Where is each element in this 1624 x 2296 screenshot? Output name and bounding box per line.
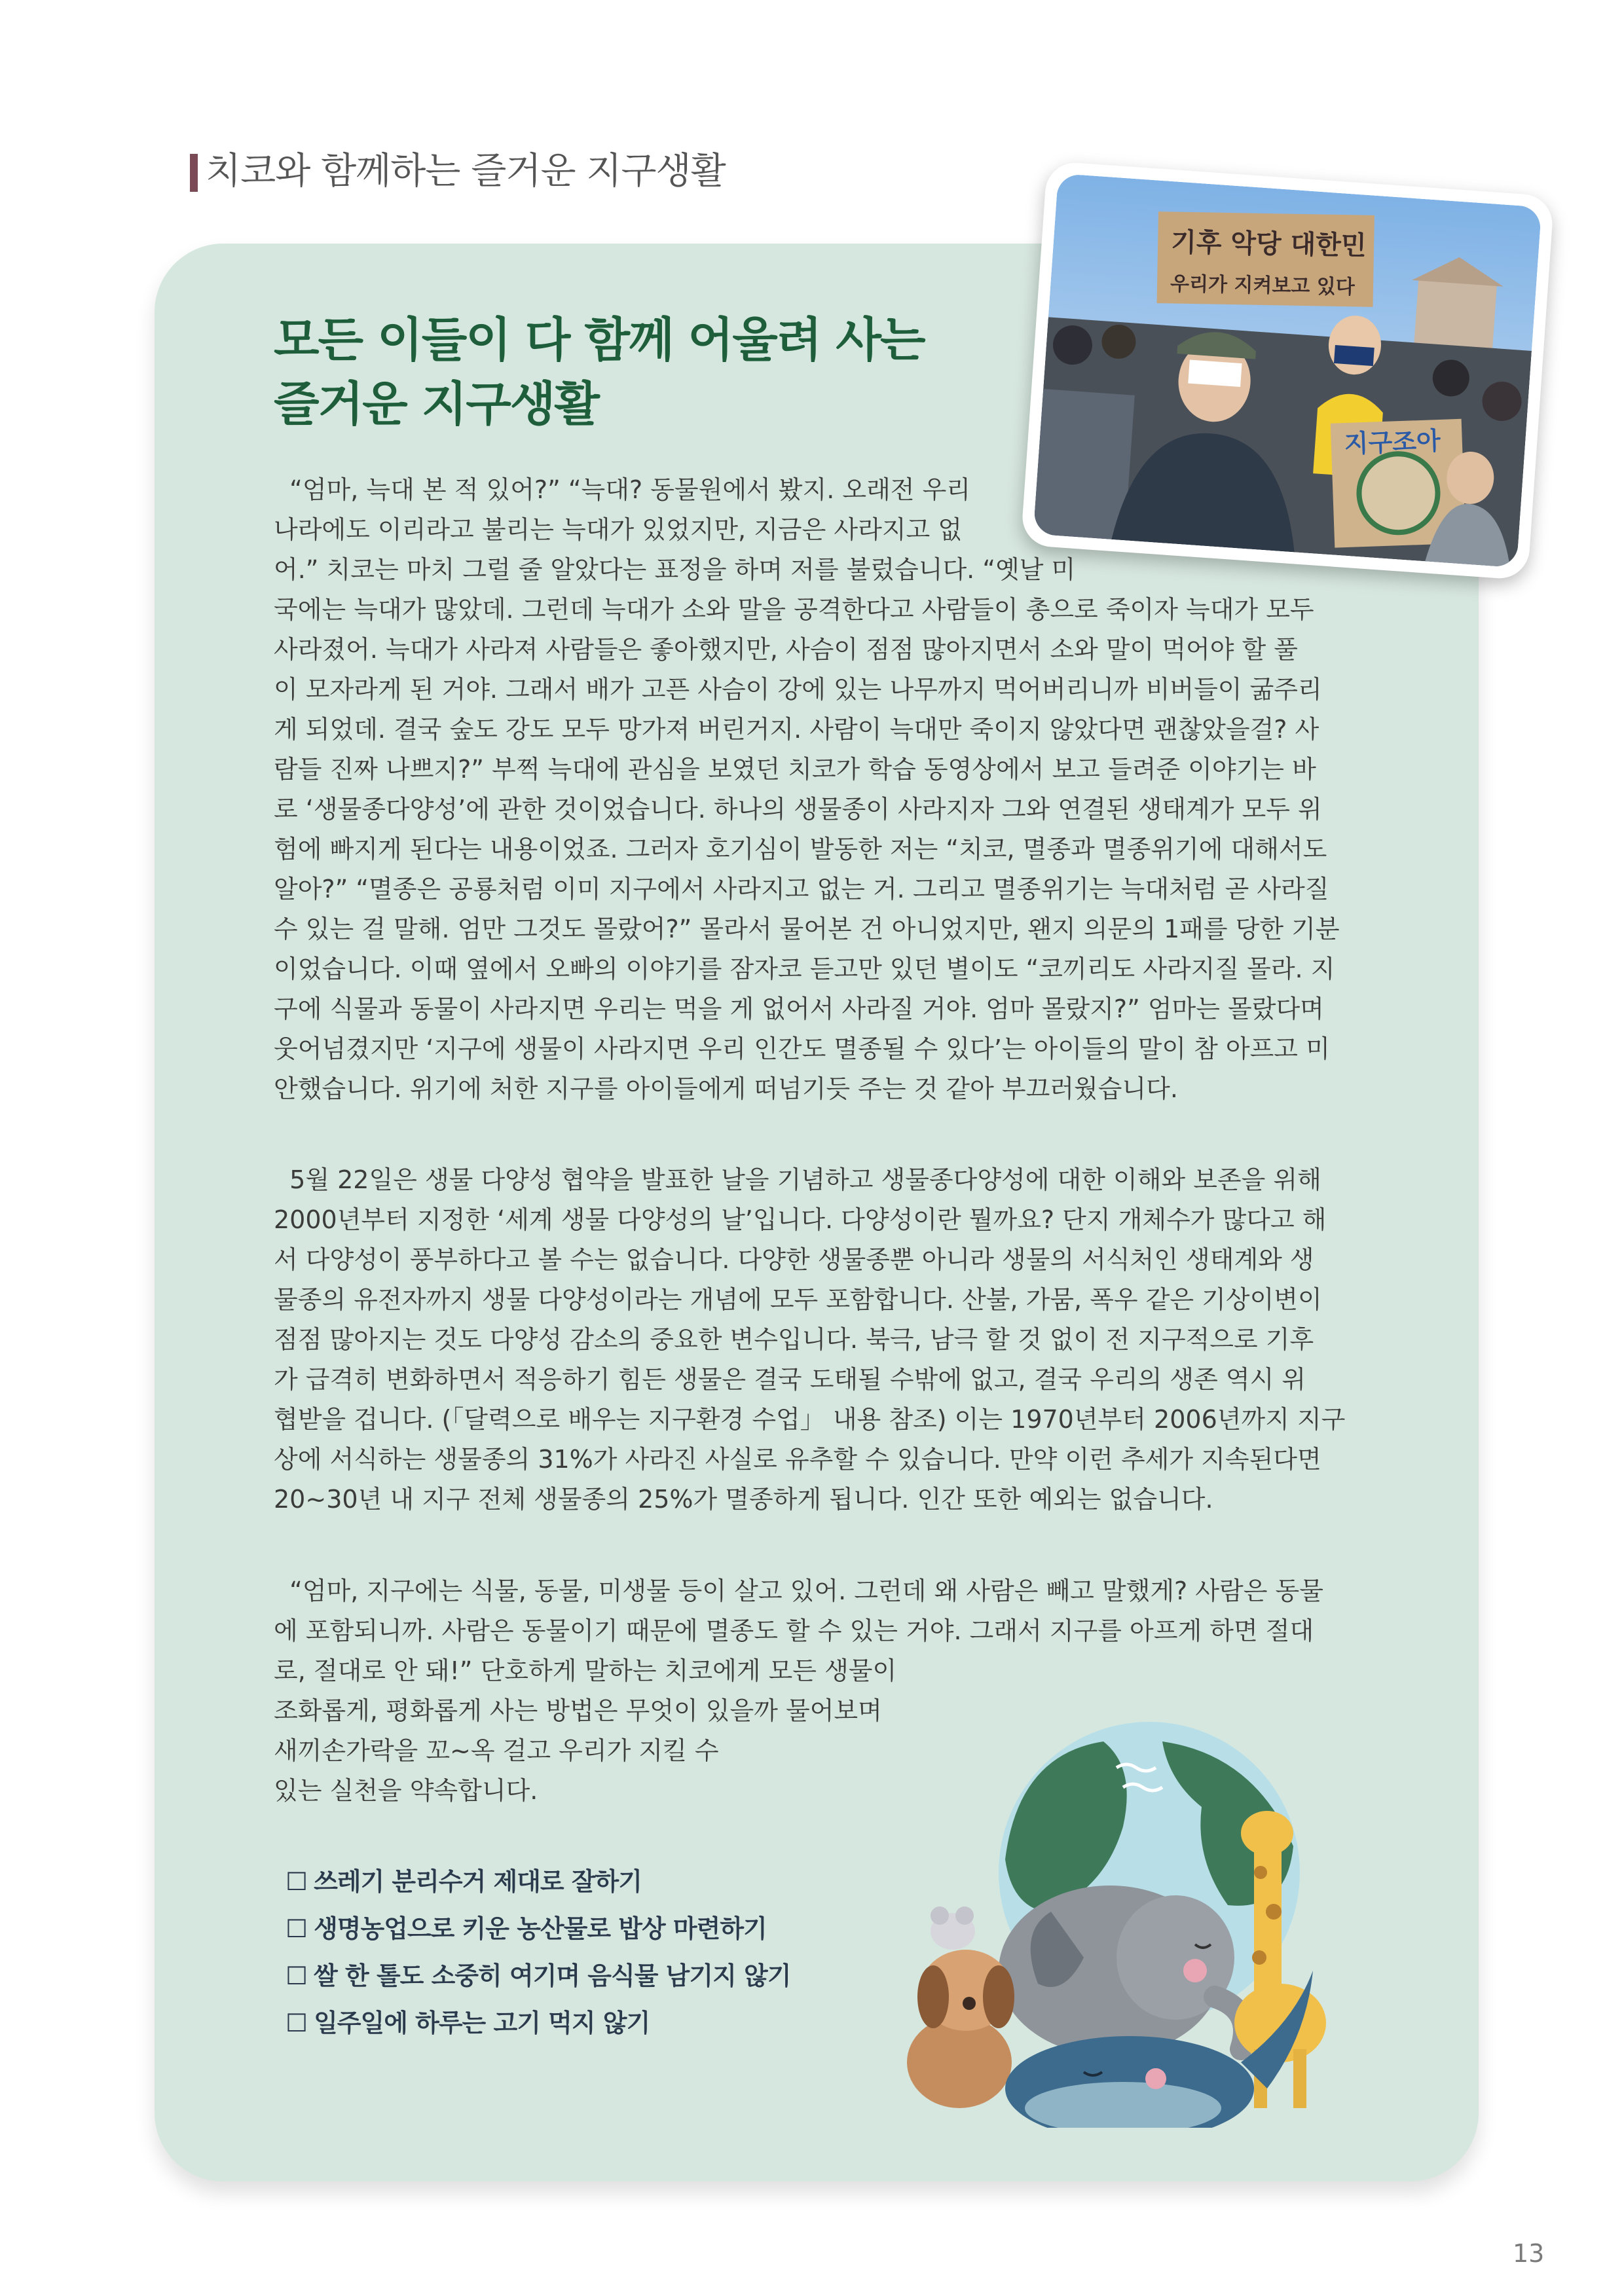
- paragraph-line: 조화롭게, 평화롭게 사는 방법은 무엇이 있을까 물어보며: [274, 1696, 882, 1725]
- paragraph-line: 수 있는 걸 말해. 엄만 그것도 몰랐어?” 몰라서 물어본 건 아니었지만, 왠지 의문의 1패를 당한 기분: [274, 915, 1340, 943]
- checklist-item[interactable]: [286, 1952, 790, 1999]
- paragraph-line: 게 되었데. 결국 숲도 강도 모두 망가져 버린거지. 사람이 늑대만 죽이지 않았다면 괜찮았을걸? 사: [274, 715, 1320, 744]
- paragraph-1: [274, 470, 1354, 1109]
- sign-text-3: 지구조아: [1344, 426, 1441, 459]
- section-title-bar: [190, 154, 198, 192]
- checklist-item[interactable]: [286, 1999, 790, 2047]
- paragraph-line: “엄마, 늑대 본 적 있어?” “늑대? 동물원에서 봤지. 오래전 우리: [274, 475, 971, 504]
- page-title: [274, 308, 1060, 436]
- checkbox-icon[interactable]: ☐: [286, 1914, 308, 1943]
- paragraph-line: 서 다양성이 풍부하다고 볼 수는 없습니다. 다양한 생물종뿐 아니라 생물의 서식처인 생태계와 생: [274, 1245, 1314, 1274]
- paragraph-line: 안했습니다. 위기에 처한 지구를 아이들에게 떠넘기듯 주는 것 같아 부끄러웠습니다.: [274, 1074, 1178, 1103]
- checklist-item-label: 일주일에 하루는 고기 먹지 않기: [314, 2009, 650, 2037]
- section-title: 치코와 함께하는 즐거운 지구생활: [206, 150, 726, 192]
- checkbox-icon[interactable]: ☐: [286, 1867, 308, 1896]
- paragraph-line: 20~30년 내 지구 전체 생물종의 25%가 멸종하게 됩니다. 인간 또한 예외는 없습니다.: [274, 1485, 1213, 1514]
- paragraph-line: 가 급격히 변화하면서 적응하기 힘든 생물은 결국 도태될 수밖에 없고, 결국 우리의 생존 역시 위: [274, 1365, 1306, 1394]
- paragraph-2: [274, 1160, 1354, 1520]
- paragraph-line: 이었습니다. 이때 옆에서 오빠의 이야기를 잠자코 듣고만 있던 별이도 “코끼리도 사라지질 몰라. 지: [274, 955, 1335, 983]
- paragraph-line: 웃어넘겼지만 ‘지구에 생물이 사라지면 우리 인간도 멸종될 수 있다’는 아이들의 말이 참 아프고 미: [274, 1034, 1330, 1063]
- paragraph-line: 이 모자라게 된 거야. 그래서 배가 고픈 사슴이 강에 있는 나무까지 먹어버리니까 비버들이 굶주리: [274, 675, 1322, 704]
- checklist-item-label: 생명농업으로 키운 농산물로 밥상 마련하기: [314, 1914, 767, 1943]
- checklist-item-label: 쓰레기 분리수거 제대로 잘하기: [314, 1867, 642, 1896]
- checklist-item[interactable]: [286, 1905, 790, 1952]
- paragraph-line: 나라에도 이리라고 불리는 늑대가 있었지만, 지금은 사라지고 없: [274, 515, 963, 544]
- checkbox-icon[interactable]: ☐: [286, 1961, 308, 1990]
- paragraph-line: 협받을 겁니다. (「달력으로 배우는 지구환경 수업」 내용 참조) 이는 1970년부터 2006년까지 지구: [274, 1405, 1346, 1434]
- paragraph-line: 사라졌어. 늑대가 사라져 사람들은 좋아했지만, 사슴이 점점 많아지면서 소와 말이 먹어야 할 풀: [274, 635, 1299, 664]
- sign-text-1: 기후 악당 대한민: [1170, 227, 1367, 261]
- paragraph-line: 알아?” “멸종은 공룡처럼 이미 지구에서 사라지고 없는 거. 그리고 멸종위기는 늑대처럼 곧 사라질: [274, 875, 1329, 903]
- earth-animals-illustration: [887, 1696, 1372, 2128]
- paragraph-line: 새끼손가락을 꼬~옥 걸고 우리가 지킬 수: [274, 1736, 719, 1765]
- paragraph-line: 구에 식물과 동물이 사라지면 우리는 먹을 게 없어서 사라질 거야. 엄마 몰랐지?” 엄마는 몰랐다며: [274, 994, 1324, 1023]
- checklist-item-label: 쌀 한 톨도 소중히 여기며 음식물 남기지 않기: [314, 1961, 791, 1990]
- paragraph-line: 2000년부터 지정한 ‘세계 생물 다양성의 날’입니다. 다양성이란 뭘까요? 단지 개체수가 많다고 해: [274, 1205, 1327, 1234]
- page-title-line-1: 모든 이들이 다 함께 어울려 사는: [274, 312, 925, 367]
- paragraph-line: 점점 많아지는 것도 다양성 감소의 중요한 변수입니다. 북극, 남극 할 것 없이 전 지구적으로 기후: [274, 1325, 1314, 1354]
- checklist-item[interactable]: [286, 1858, 790, 1905]
- sign-text-2: 우리가 지켜보고 있다: [1170, 272, 1356, 299]
- paragraph-line: 있는 실천을 약속합니다.: [274, 1776, 538, 1805]
- checkbox-icon[interactable]: ☐: [286, 2009, 308, 2037]
- paragraph-line: 물종의 유전자까지 생물 다양성이라는 개념에 모두 포함합니다. 산불, 가뭄, 폭우 같은 기상이변이: [274, 1285, 1322, 1314]
- paragraph-line: 에 포함되니까. 사람은 동물이기 때문에 멸종도 할 수 있는 거야. 그래서 지구를 아프게 하면 절대: [274, 1616, 1314, 1645]
- paragraph-line: 상에 서식하는 생물종의 31%가 사라진 사실로 유추할 수 있습니다. 만약 이런 추세가 지속된다면: [274, 1445, 1321, 1474]
- paragraph-line: 국에는 늑대가 많았데. 그런데 늑대가 소와 말을 공격한다고 사람들이 총으로 죽이자 늑대가 모두: [274, 595, 1314, 624]
- pledge-checklist: [286, 1858, 790, 2047]
- page-title-line-2: 즐거운 지구생활: [274, 376, 599, 431]
- paragraph-line: 로, 절대로 안 돼!” 단호하게 말하는 치코에게 모든 생물이: [274, 1656, 897, 1685]
- paragraph-line: 험에 빠지게 된다는 내용이었죠. 그러자 호기심이 발동한 저는 “치코, 멸종과 멸종위기에 대해서도: [274, 835, 1327, 864]
- page-number: 13: [1513, 2239, 1545, 2268]
- paragraph-line: “엄마, 지구에는 식물, 동물, 미생물 등이 살고 있어. 그런데 왜 사람은 빼고 말했게? 사람은 동물: [274, 1576, 1323, 1605]
- paragraph-line: 로 ‘생물종다양성’에 관한 것이었습니다. 하나의 생물종이 사라지자 그와 연결된 생태계가 모두 위: [274, 795, 1322, 824]
- paragraph-line: 어.” 치코는 마치 그럴 줄 알았다는 표정을 하며 저를 불렀습니다. “옛날 미: [274, 555, 1076, 584]
- paragraph-line: 람들 진짜 나쁘지?” 부쩍 늑대에 관심을 보였던 치코가 학습 동영상에서 보고 들려준 이야기는 바: [274, 755, 1316, 784]
- paragraph-line: 5월 22일은 생물 다양성 협약을 발표한 날을 기념하고 생물종다양성에 대한 이해와 보존을 위해: [274, 1165, 1321, 1194]
